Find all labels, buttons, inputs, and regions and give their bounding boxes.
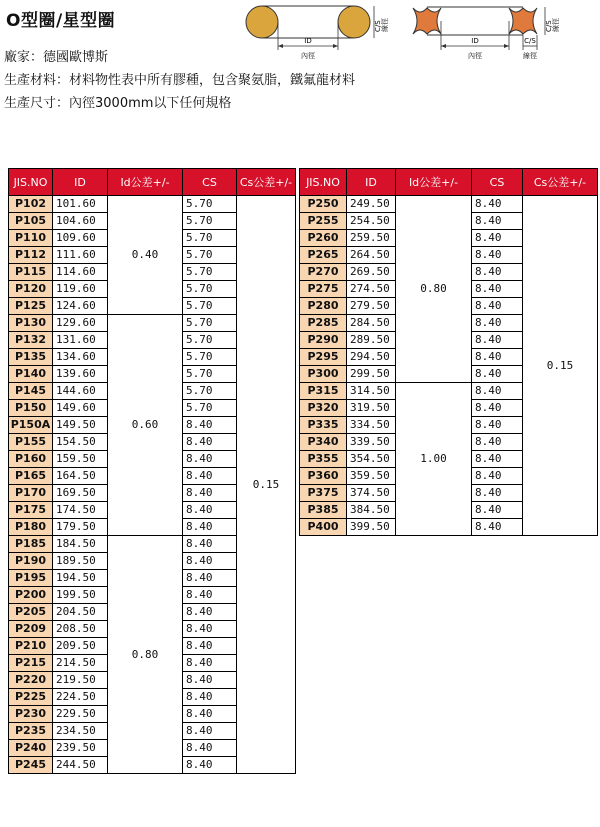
- col-header-jis: JIS.NO: [9, 169, 53, 196]
- inner-diameter-cell: 189.50: [53, 553, 108, 570]
- inner-diameter-cell: 209.50: [53, 638, 108, 655]
- jis-number-cell: P315: [300, 383, 347, 400]
- jis-number-cell: P335: [300, 417, 347, 434]
- col-header-cs: CS: [472, 169, 523, 196]
- inner-diameter-cell: 279.50: [347, 298, 396, 315]
- cross-section-cell: 8.40: [472, 196, 523, 213]
- jis-number-cell: P215: [9, 655, 53, 672]
- xring-cs-bottom-sublabel: 線徑: [523, 52, 537, 60]
- inner-diameter-cell: 199.50: [53, 587, 108, 604]
- col-header-id-tolerance: Id公差+/-: [396, 169, 472, 196]
- col-header-cs-tolerance: Cs公差+/-: [237, 169, 296, 196]
- cross-section-cell: 8.40: [472, 468, 523, 485]
- inner-diameter-cell: 249.50: [347, 196, 396, 213]
- jis-number-cell: P102: [9, 196, 53, 213]
- jis-number-cell: P375: [300, 485, 347, 502]
- jis-number-cell: P130: [9, 315, 53, 332]
- cross-section-cell: 8.40: [472, 315, 523, 332]
- inner-diameter-cell: 274.50: [347, 281, 396, 298]
- cross-section-cell: 5.70: [183, 366, 237, 383]
- cross-section-cell: 8.40: [183, 434, 237, 451]
- inner-diameter-cell: 149.50: [53, 417, 108, 434]
- inner-diameter-cell: 359.50: [347, 468, 396, 485]
- jis-number-cell: P132: [9, 332, 53, 349]
- table-row: [9, 196, 296, 213]
- cross-section-cell: 8.40: [472, 349, 523, 366]
- inner-diameter-cell: 111.60: [53, 247, 108, 264]
- inner-diameter-cell: 134.60: [53, 349, 108, 366]
- cross-section-cell: 8.40: [183, 587, 237, 604]
- cross-section-cell: 8.40: [472, 366, 523, 383]
- xring-cs-label: C/S: [545, 20, 553, 32]
- cross-section-cell: 8.40: [472, 264, 523, 281]
- inner-diameter-cell: 214.50: [53, 655, 108, 672]
- jis-number-cell: P220: [9, 672, 53, 689]
- cross-section-cell: 5.70: [183, 315, 237, 332]
- jis-number-cell: P255: [300, 213, 347, 230]
- cross-section-cell: 8.40: [183, 740, 237, 757]
- jis-number-cell: P265: [300, 247, 347, 264]
- cross-section-cell: 8.40: [472, 383, 523, 400]
- jis-number-cell: P105: [9, 213, 53, 230]
- oring-id-label: ID: [304, 37, 312, 45]
- cross-section-cell: 8.40: [472, 298, 523, 315]
- inner-diameter-cell: 129.60: [53, 315, 108, 332]
- cross-section-cell: 5.70: [183, 400, 237, 417]
- jis-number-cell: P240: [9, 740, 53, 757]
- cross-section-cell: 8.40: [472, 434, 523, 451]
- jis-number-cell: P170: [9, 485, 53, 502]
- jis-number-cell: P385: [300, 502, 347, 519]
- inner-diameter-cell: 374.50: [347, 485, 396, 502]
- cs-tolerance-cell: 0.15: [523, 196, 598, 536]
- inner-diameter-cell: 259.50: [347, 230, 396, 247]
- jis-number-cell: P235: [9, 723, 53, 740]
- cross-section-cell: 8.40: [183, 706, 237, 723]
- jis-number-cell: P290: [300, 332, 347, 349]
- jis-number-cell: P320: [300, 400, 347, 417]
- inner-diameter-cell: 109.60: [53, 230, 108, 247]
- cross-section-cell: 8.40: [472, 247, 523, 264]
- jis-number-cell: P140: [9, 366, 53, 383]
- id-tolerance-cell: 0.80: [108, 536, 183, 774]
- jis-number-cell: P295: [300, 349, 347, 366]
- cross-section-cell: 5.70: [183, 383, 237, 400]
- inner-diameter-cell: 164.50: [53, 468, 108, 485]
- inner-diameter-cell: 284.50: [347, 315, 396, 332]
- cross-section-cell: 8.40: [183, 451, 237, 468]
- inner-diameter-cell: 229.50: [53, 706, 108, 723]
- inner-diameter-cell: 124.60: [53, 298, 108, 315]
- cross-section-cell: 8.40: [183, 570, 237, 587]
- jis-number-cell: P145: [9, 383, 53, 400]
- jis-number-cell: P280: [300, 298, 347, 315]
- cross-section-cell: 5.70: [183, 213, 237, 230]
- inner-diameter-cell: 219.50: [53, 672, 108, 689]
- jis-number-cell: P285: [300, 315, 347, 332]
- cross-section-cell: 8.40: [183, 553, 237, 570]
- inner-diameter-cell: 289.50: [347, 332, 396, 349]
- cross-section-cell: 8.40: [183, 638, 237, 655]
- id-tolerance-cell: 0.40: [108, 196, 183, 315]
- col-header-id: ID: [53, 169, 108, 196]
- cross-section-cell: 8.40: [472, 230, 523, 247]
- jis-number-cell: P190: [9, 553, 53, 570]
- cross-section-cell: 8.40: [183, 502, 237, 519]
- cross-section-cell: 5.70: [183, 281, 237, 298]
- jis-number-cell: P125: [9, 298, 53, 315]
- col-header-jis: JIS.NO: [300, 169, 347, 196]
- col-header-cs: CS: [183, 169, 237, 196]
- jis-number-cell: P400: [300, 519, 347, 536]
- cross-section-cell: 8.40: [472, 417, 523, 434]
- id-tolerance-cell: 1.00: [396, 383, 472, 536]
- xring-cross-section-icon: [405, 2, 595, 62]
- size-range-line: 生產尺寸：內徑3000mm以下任何規格: [4, 96, 232, 111]
- inner-diameter-cell: 299.50: [347, 366, 396, 383]
- page-title: O型圈/星型圈: [6, 11, 116, 31]
- cross-section-cell: 8.40: [183, 757, 237, 774]
- inner-diameter-cell: 244.50: [53, 757, 108, 774]
- col-header-id: ID: [347, 169, 396, 196]
- inner-diameter-cell: 101.60: [53, 196, 108, 213]
- jis-number-cell: P135: [9, 349, 53, 366]
- jis-number-cell: P260: [300, 230, 347, 247]
- inner-diameter-cell: 334.50: [347, 417, 396, 434]
- jis-number-cell: P150A: [9, 417, 53, 434]
- table-header-row: [300, 169, 598, 196]
- inner-diameter-cell: 269.50: [347, 264, 396, 281]
- cross-section-cell: 8.40: [183, 672, 237, 689]
- oring-diagram: [238, 2, 388, 62]
- oring-cs-sublabel: 線徑: [381, 18, 389, 32]
- cross-section-cell: 5.70: [183, 264, 237, 281]
- inner-diameter-cell: 319.50: [347, 400, 396, 417]
- jis-number-cell: P200: [9, 587, 53, 604]
- inner-diameter-cell: 234.50: [53, 723, 108, 740]
- jis-number-cell: P225: [9, 689, 53, 706]
- cross-section-cell: 8.40: [183, 536, 237, 553]
- manufacturer-line: 廠家：德國歐博斯: [4, 50, 109, 65]
- inner-diameter-cell: 104.60: [53, 213, 108, 230]
- cross-section-cell: 8.40: [183, 723, 237, 740]
- cross-section-cell: 8.40: [472, 519, 523, 536]
- cross-section-cell: 8.40: [472, 213, 523, 230]
- inner-diameter-cell: 154.50: [53, 434, 108, 451]
- inner-diameter-cell: 339.50: [347, 434, 396, 451]
- table-header-row: [9, 169, 296, 196]
- jis-number-cell: P360: [300, 468, 347, 485]
- xring-diagram: [405, 2, 595, 62]
- cross-section-cell: 8.40: [183, 621, 237, 638]
- cross-section-cell: 8.40: [472, 332, 523, 349]
- oring-cs-label: C/S: [374, 20, 382, 32]
- jis-number-cell: P115: [9, 264, 53, 281]
- col-header-cs-tolerance: Cs公差+/-: [523, 169, 598, 196]
- jis-number-cell: P110: [9, 230, 53, 247]
- cross-section-cell: 8.40: [183, 604, 237, 621]
- inner-diameter-cell: 174.50: [53, 502, 108, 519]
- inner-diameter-cell: 179.50: [53, 519, 108, 536]
- inner-diameter-cell: 169.50: [53, 485, 108, 502]
- jis-number-cell: P210: [9, 638, 53, 655]
- jis-number-cell: P195: [9, 570, 53, 587]
- jis-number-cell: P209: [9, 621, 53, 638]
- inner-diameter-cell: 204.50: [53, 604, 108, 621]
- cross-section-cell: 5.70: [183, 349, 237, 366]
- jis-number-cell: P112: [9, 247, 53, 264]
- cs-tolerance-cell: 0.15: [237, 196, 296, 774]
- jis-number-cell: P245: [9, 757, 53, 774]
- inner-diameter-cell: 139.60: [53, 366, 108, 383]
- inner-diameter-cell: 224.50: [53, 689, 108, 706]
- jis-number-cell: P270: [300, 264, 347, 281]
- inner-diameter-cell: 119.60: [53, 281, 108, 298]
- material-line: 生產材料：材料物性表中所有膠種，包含聚氨脂，鐵氟龍材料: [4, 73, 356, 88]
- inner-diameter-cell: 354.50: [347, 451, 396, 468]
- cross-section-cell: 8.40: [183, 689, 237, 706]
- jis-number-cell: P165: [9, 468, 53, 485]
- inner-diameter-cell: 294.50: [347, 349, 396, 366]
- jis-number-cell: P355: [300, 451, 347, 468]
- cross-section-cell: 8.40: [472, 451, 523, 468]
- jis-number-cell: P205: [9, 604, 53, 621]
- jis-number-cell: P160: [9, 451, 53, 468]
- jis-number-cell: P230: [9, 706, 53, 723]
- cross-section-cell: 5.70: [183, 196, 237, 213]
- inner-diameter-cell: 384.50: [347, 502, 396, 519]
- inner-diameter-cell: 254.50: [347, 213, 396, 230]
- cross-section-cell: 8.40: [472, 400, 523, 417]
- cross-section-cell: 5.70: [183, 230, 237, 247]
- cross-section-cell: 8.40: [472, 485, 523, 502]
- jis-number-cell: P300: [300, 366, 347, 383]
- spec-table-left: [8, 168, 296, 774]
- cross-section-cell: 8.40: [183, 485, 237, 502]
- inner-diameter-cell: 314.50: [347, 383, 396, 400]
- inner-diameter-cell: 264.50: [347, 247, 396, 264]
- jis-number-cell: P120: [9, 281, 53, 298]
- xring-id-label: ID: [471, 37, 479, 45]
- inner-diameter-cell: 131.60: [53, 332, 108, 349]
- jis-number-cell: P185: [9, 536, 53, 553]
- col-header-id-tolerance: Id公差+/-: [108, 169, 183, 196]
- oring-id-sublabel: 內徑: [301, 52, 315, 60]
- inner-diameter-cell: 159.50: [53, 451, 108, 468]
- inner-diameter-cell: 114.60: [53, 264, 108, 281]
- xring-cs-bottom-label: C/S: [524, 37, 536, 45]
- inner-diameter-cell: 144.60: [53, 383, 108, 400]
- jis-number-cell: P340: [300, 434, 347, 451]
- cross-section-cell: 8.40: [183, 519, 237, 536]
- oring-cross-section-icon: [238, 2, 388, 62]
- jis-number-cell: P175: [9, 502, 53, 519]
- inner-diameter-cell: 399.50: [347, 519, 396, 536]
- cross-section-cell: 8.40: [472, 502, 523, 519]
- inner-diameter-cell: 184.50: [53, 536, 108, 553]
- cross-section-cell: 8.40: [183, 468, 237, 485]
- cross-section-cell: 5.70: [183, 298, 237, 315]
- xring-cs-sublabel: 線徑: [552, 18, 560, 32]
- cross-section-cell: 5.70: [183, 247, 237, 264]
- xring-id-sublabel: 內徑: [468, 52, 482, 60]
- spec-table-right: [299, 168, 598, 536]
- id-tolerance-cell: 0.80: [396, 196, 472, 383]
- jis-number-cell: P155: [9, 434, 53, 451]
- inner-diameter-cell: 194.50: [53, 570, 108, 587]
- inner-diameter-cell: 149.60: [53, 400, 108, 417]
- cross-section-cell: 8.40: [472, 281, 523, 298]
- jis-number-cell: P275: [300, 281, 347, 298]
- cross-section-cell: 8.40: [183, 417, 237, 434]
- table-row: [300, 196, 598, 213]
- inner-diameter-cell: 239.50: [53, 740, 108, 757]
- jis-number-cell: P180: [9, 519, 53, 536]
- inner-diameter-cell: 208.50: [53, 621, 108, 638]
- cross-section-cell: 5.70: [183, 332, 237, 349]
- cross-section-cell: 8.40: [183, 655, 237, 672]
- id-tolerance-cell: 0.60: [108, 315, 183, 536]
- jis-number-cell: P150: [9, 400, 53, 417]
- jis-number-cell: P250: [300, 196, 347, 213]
